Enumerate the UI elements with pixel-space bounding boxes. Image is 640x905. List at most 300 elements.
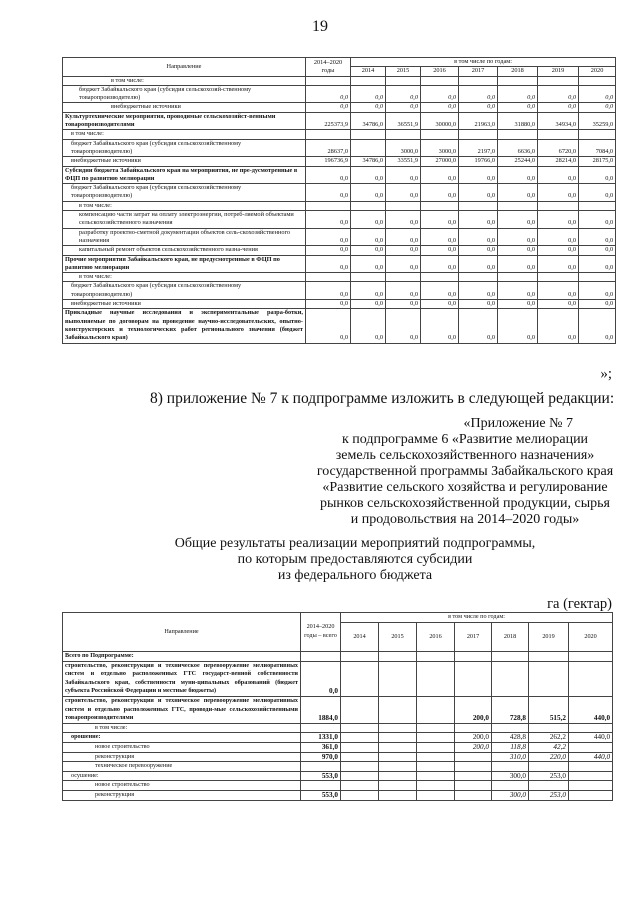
- value-total: 0,0: [306, 282, 351, 300]
- value-year: [341, 771, 379, 781]
- value-year: 0,0: [351, 184, 386, 202]
- value-total: 0,0: [306, 228, 351, 246]
- table-row: [63, 300, 616, 309]
- value-year: [379, 752, 417, 762]
- value-year: 440,0: [569, 696, 613, 723]
- value-year: 0,0: [351, 228, 386, 246]
- header-year: 2015: [386, 67, 421, 76]
- value-year: 0,0: [386, 184, 421, 202]
- value-year: 262,2: [529, 733, 569, 743]
- value-year: 728,8: [492, 696, 529, 723]
- value-year: 0,0: [386, 166, 421, 184]
- value-year: 0,0: [498, 255, 538, 273]
- header-year: 2018: [492, 623, 529, 652]
- header-direction: Направление: [63, 613, 301, 652]
- value-year: [455, 790, 492, 800]
- value-year: [455, 661, 492, 696]
- value-year: 300,0: [492, 790, 529, 800]
- value-year: [498, 130, 538, 139]
- value-year: 0,0: [538, 300, 579, 309]
- value-year: 0,0: [459, 282, 498, 300]
- value-year: 27000,0: [421, 157, 459, 166]
- table-row: [63, 771, 613, 781]
- value-year: [379, 661, 417, 696]
- value-year: [459, 273, 498, 282]
- row-label: внебюджетные источники: [63, 157, 306, 166]
- value-year: [341, 733, 379, 743]
- table-row: [63, 309, 616, 343]
- value-year: 19766,0: [459, 157, 498, 166]
- value-year: [569, 762, 613, 772]
- value-year: [417, 652, 455, 662]
- value-year: 36551,9: [386, 112, 421, 130]
- value-year: 0,0: [421, 184, 459, 202]
- value-year: 0,0: [579, 309, 616, 343]
- value-year: 0,0: [421, 103, 459, 112]
- value-year: 0,0: [579, 184, 616, 202]
- value-year: [529, 661, 569, 696]
- value-year: [417, 762, 455, 772]
- value-year: [455, 723, 492, 733]
- value-year: 0,0: [351, 85, 386, 103]
- table-row: [63, 781, 613, 791]
- value-year: [569, 723, 613, 733]
- value-year: [351, 201, 386, 210]
- value-year: 0,0: [538, 246, 579, 255]
- value-year: 6636,0: [498, 139, 538, 157]
- value-year: 0,0: [579, 300, 616, 309]
- value-year: 0,0: [579, 85, 616, 103]
- value-year: [455, 762, 492, 772]
- value-year: 0,0: [538, 255, 579, 273]
- value-year: 0,0: [459, 184, 498, 202]
- value-total: 28637,0: [306, 139, 351, 157]
- value-year: [379, 790, 417, 800]
- value-year: [529, 762, 569, 772]
- value-year: 0,0: [351, 309, 386, 343]
- appendix-line: государственной программы Забайкальского края: [316, 464, 614, 479]
- value-year: [529, 723, 569, 733]
- row-label: компенсацию части затрат на оплату электроэнергии, потреб-ляемой объектами сельскохозяйственного назначения: [63, 211, 306, 229]
- value-year: [379, 723, 417, 733]
- value-year: [498, 76, 538, 85]
- value-year: [492, 762, 529, 772]
- table-row: [63, 652, 613, 662]
- value-year: 0,0: [386, 300, 421, 309]
- value-year: 35259,0: [579, 112, 616, 130]
- value-year: [421, 201, 459, 210]
- row-label: Культуртехнические мероприятия, проводимые сельскохозяйст-венными товаропроизводителями: [63, 112, 306, 130]
- value-year: 300,0: [492, 771, 529, 781]
- unit-label: га (гектар): [547, 596, 612, 612]
- value-year: 200,0: [455, 742, 492, 752]
- row-label: в том числе:: [63, 76, 306, 85]
- value-year: [459, 201, 498, 210]
- table-row: [63, 211, 616, 229]
- row-label: бюджет Забайкальского края (субсидия сельскохозяйственному товаропроизводителю): [63, 184, 306, 202]
- value-year: 25244,0: [498, 157, 538, 166]
- value-year: 0,0: [459, 246, 498, 255]
- value-year: [529, 781, 569, 791]
- value-year: 0,0: [498, 166, 538, 184]
- header-year: 2017: [459, 67, 498, 76]
- value-total: [301, 723, 341, 733]
- value-total: 225373,9: [306, 112, 351, 130]
- value-year: 30000,0: [421, 112, 459, 130]
- row-label: в том числе:: [63, 130, 306, 139]
- value-year: [498, 273, 538, 282]
- row-label: осушение:: [63, 771, 301, 781]
- value-year: 0,0: [459, 309, 498, 343]
- appendix-line: к подпрограмме 6 «Развитие мелиорации: [341, 432, 589, 447]
- row-label: разработку проектно-сметной документации объектов сель-скохозяйственного назначения: [63, 228, 306, 246]
- header-year: 2016: [421, 67, 459, 76]
- row-label: в том числе:: [63, 201, 306, 210]
- value-year: 42,2: [529, 742, 569, 752]
- value-year: 428,8: [492, 733, 529, 743]
- title-line: по которым предоставляются субсидии: [237, 552, 473, 567]
- value-year: 118,8: [492, 742, 529, 752]
- value-year: 0,0: [386, 255, 421, 273]
- value-total: 553,0: [301, 790, 341, 800]
- value-year: [417, 781, 455, 791]
- value-year: [341, 696, 379, 723]
- value-year: 0,0: [459, 103, 498, 112]
- value-year: [341, 742, 379, 752]
- value-year: 0,0: [459, 85, 498, 103]
- value-year: [569, 652, 613, 662]
- value-year: [492, 652, 529, 662]
- row-label: Субсидии бюджета Забайкальского края на мероприятия, не пре-дусмотренные в ФЦП по развитию мелиорации: [63, 166, 306, 184]
- header-year: 2018: [498, 67, 538, 76]
- header-year: 2014: [341, 623, 379, 652]
- value-year: 440,0: [569, 752, 613, 762]
- table-row: [63, 201, 616, 210]
- header-year: 2015: [379, 623, 417, 652]
- value-year: 0,0: [498, 309, 538, 343]
- value-year: [459, 130, 498, 139]
- value-year: 0,0: [579, 228, 616, 246]
- value-year: [455, 771, 492, 781]
- value-year: [492, 781, 529, 791]
- value-total: 0,0: [306, 166, 351, 184]
- value-year: 0,0: [421, 282, 459, 300]
- value-total: 196736,9: [306, 157, 351, 166]
- value-year: [455, 752, 492, 762]
- table-row: [63, 103, 616, 112]
- value-year: [386, 273, 421, 282]
- table-row: [63, 139, 616, 157]
- table-row: [63, 661, 613, 696]
- value-year: 0,0: [386, 246, 421, 255]
- row-label: бюджет Забайкальского края (субсидия сельскохозяйственному товаропроизводителю): [63, 139, 306, 157]
- header-by-years: в том числе по годам:: [341, 613, 613, 623]
- row-label: капитальный ремонт объектов сельскохозяйственного назна-чения: [63, 246, 306, 255]
- value-year: [492, 723, 529, 733]
- value-year: 253,0: [529, 790, 569, 800]
- value-year: 0,0: [498, 103, 538, 112]
- value-year: [417, 771, 455, 781]
- value-year: 0,0: [459, 228, 498, 246]
- value-total: [301, 762, 341, 772]
- value-total: 0,0: [306, 300, 351, 309]
- funding-table: [62, 57, 616, 344]
- header-direction: Направление: [63, 58, 306, 77]
- value-year: 0,0: [579, 246, 616, 255]
- value-year: 0,0: [459, 211, 498, 229]
- value-total: 1884,0: [301, 696, 341, 723]
- value-year: 0,0: [579, 255, 616, 273]
- value-total: 0,0: [301, 661, 341, 696]
- value-year: 0,0: [498, 246, 538, 255]
- value-year: 0,0: [538, 228, 579, 246]
- value-year: [569, 742, 613, 752]
- value-year: 0,0: [386, 309, 421, 343]
- header-year: 2019: [529, 623, 569, 652]
- table-row: [63, 723, 613, 733]
- row-label: внебюджетные источники: [63, 300, 306, 309]
- row-label: в том числе:: [63, 273, 306, 282]
- value-year: [492, 661, 529, 696]
- value-year: 0,0: [351, 246, 386, 255]
- row-label: строительство, реконструкция и техническое перевооружение мелиоративных систем и отдельно расположенных ГТС, проводи-мые сельскохозяйственными товаропроизводителями: [63, 696, 301, 723]
- value-year: [341, 790, 379, 800]
- value-year: [341, 781, 379, 791]
- value-total: 0,0: [306, 184, 351, 202]
- row-label: бюджет Забайкальского края (субсидия сельскохозяй-ственному товаропроизводителю): [63, 85, 306, 103]
- value-year: 2197,0: [459, 139, 498, 157]
- value-total: 361,0: [301, 742, 341, 752]
- value-year: [417, 696, 455, 723]
- header-year: 2020: [569, 623, 613, 652]
- row-label: орошение:: [63, 733, 301, 743]
- value-total: [306, 76, 351, 85]
- header-year: 2017: [455, 623, 492, 652]
- value-year: [569, 661, 613, 696]
- value-year: 0,0: [579, 211, 616, 229]
- value-year: 0,0: [351, 300, 386, 309]
- row-label: Всего по Подпрограмме:: [63, 652, 301, 662]
- value-year: [579, 76, 616, 85]
- table-row: [63, 696, 613, 723]
- value-year: [379, 771, 417, 781]
- title-line: из федерального бюджета: [277, 568, 433, 583]
- value-year: [421, 273, 459, 282]
- value-year: 0,0: [538, 166, 579, 184]
- value-total: 553,0: [301, 771, 341, 781]
- value-year: 220,0: [529, 752, 569, 762]
- value-year: 3000,0: [386, 139, 421, 157]
- value-year: [417, 752, 455, 762]
- title-line: Общие результаты реализации мероприятий подпрограммы,: [174, 536, 536, 551]
- value-year: 0,0: [538, 85, 579, 103]
- header-year: 2020: [579, 67, 616, 76]
- table-row: [63, 130, 616, 139]
- value-year: [538, 130, 579, 139]
- value-year: 0,0: [386, 103, 421, 112]
- value-total: 0,0: [306, 255, 351, 273]
- value-year: 0,0: [579, 103, 616, 112]
- value-year: 34786,0: [351, 112, 386, 130]
- row-label: реконструкция: [63, 752, 301, 762]
- table-row: [63, 112, 616, 130]
- value-year: 0,0: [386, 282, 421, 300]
- row-label: строительство, реконструкция и техническое перевооружение мелиоративных систем и отдельно расположенных ГТС государст-венной собственности Забайкальского края, собственности муни-ципальных образований (бюджет субъекта Российской Федерации и местные бюджеты): [63, 661, 301, 696]
- value-year: [341, 723, 379, 733]
- appendix-line: «Приложение № 7: [463, 416, 573, 431]
- results-table: [62, 612, 613, 801]
- table-row: [63, 790, 613, 800]
- value-year: 0,0: [498, 228, 538, 246]
- value-total: 0,0: [306, 309, 351, 343]
- value-total: [306, 273, 351, 282]
- table-row: [63, 157, 616, 166]
- value-year: [351, 76, 386, 85]
- table-row: [63, 246, 616, 255]
- value-year: [529, 652, 569, 662]
- value-year: [538, 76, 579, 85]
- value-year: [386, 76, 421, 85]
- value-year: [341, 652, 379, 662]
- value-year: 0,0: [498, 211, 538, 229]
- value-year: [341, 661, 379, 696]
- value-year: 0,0: [351, 211, 386, 229]
- row-label: внебюджетные источники: [63, 103, 306, 112]
- value-year: [379, 762, 417, 772]
- value-year: [379, 696, 417, 723]
- value-year: 0,0: [351, 103, 386, 112]
- value-year: [379, 733, 417, 743]
- value-year: 0,0: [579, 166, 616, 184]
- value-year: [421, 76, 459, 85]
- value-year: 7084,0: [579, 139, 616, 157]
- row-label: новое строительство: [63, 742, 301, 752]
- value-year: 0,0: [421, 228, 459, 246]
- value-total: 0,0: [306, 85, 351, 103]
- value-year: 0,0: [386, 228, 421, 246]
- value-year: 6720,0: [538, 139, 579, 157]
- value-year: 0,0: [421, 246, 459, 255]
- value-year: 0,0: [351, 166, 386, 184]
- value-year: 0,0: [421, 300, 459, 309]
- value-year: 0,0: [421, 211, 459, 229]
- value-year: 0,0: [386, 85, 421, 103]
- value-year: 0,0: [351, 255, 386, 273]
- value-year: [538, 201, 579, 210]
- value-year: 200,0: [455, 733, 492, 743]
- value-year: 0,0: [498, 85, 538, 103]
- value-total: [306, 201, 351, 210]
- value-total: 0,0: [306, 211, 351, 229]
- value-year: [579, 273, 616, 282]
- value-year: 34934,0: [538, 112, 579, 130]
- value-year: 28214,0: [538, 157, 579, 166]
- value-year: [459, 76, 498, 85]
- value-year: 0,0: [459, 166, 498, 184]
- table-row: [63, 742, 613, 752]
- closing-quote: »;: [600, 366, 612, 382]
- table-row: [63, 85, 616, 103]
- value-year: [421, 130, 459, 139]
- value-year: [579, 201, 616, 210]
- value-year: 34786,0: [351, 157, 386, 166]
- appendix-line: «Развитие сельского хозяйства и регулирование: [322, 480, 608, 495]
- table-row: [63, 184, 616, 202]
- appendix-heading: [300, 416, 630, 528]
- value-total: [306, 130, 351, 139]
- value-year: 31880,0: [498, 112, 538, 130]
- table-row: [63, 166, 616, 184]
- value-year: 310,0: [492, 752, 529, 762]
- row-label: бюджет Забайкальского края (субсидия сельскохозяйственному товаропроизводителю): [63, 282, 306, 300]
- value-year: [455, 781, 492, 791]
- value-year: 0,0: [498, 282, 538, 300]
- row-label: Прочие мероприятия Забайкальского края, не предусмотренные в ФЦП по развитию мелиорации: [63, 255, 306, 273]
- value-year: [417, 742, 455, 752]
- value-year: 0,0: [538, 211, 579, 229]
- page-number: 19: [312, 18, 328, 35]
- value-year: 515,2: [529, 696, 569, 723]
- value-year: 0,0: [421, 85, 459, 103]
- value-year: [341, 752, 379, 762]
- value-year: [569, 771, 613, 781]
- appendix-line: земель сельскохозяйственного назначения»: [335, 448, 595, 463]
- value-year: [538, 273, 579, 282]
- value-year: [417, 723, 455, 733]
- section-title: [150, 536, 560, 584]
- table-row: [63, 752, 613, 762]
- value-year: 0,0: [459, 300, 498, 309]
- value-year: [569, 790, 613, 800]
- value-total: [301, 652, 341, 662]
- table-row: [63, 228, 616, 246]
- row-label: в том числе:: [63, 723, 301, 733]
- header-year: 2014: [351, 67, 386, 76]
- value-total: [301, 781, 341, 791]
- value-year: [386, 201, 421, 210]
- value-year: 0,0: [386, 211, 421, 229]
- value-year: 440,0: [569, 733, 613, 743]
- table-row: [63, 733, 613, 743]
- table-row: [63, 762, 613, 772]
- value-year: [379, 781, 417, 791]
- row-label: новое строительство: [63, 781, 301, 791]
- value-year: 0,0: [498, 300, 538, 309]
- value-year: [379, 652, 417, 662]
- value-year: [417, 661, 455, 696]
- value-year: 253,0: [529, 771, 569, 781]
- value-total: 1331,0: [301, 733, 341, 743]
- value-year: 0,0: [579, 282, 616, 300]
- row-label: техническое перевооружение: [63, 762, 301, 772]
- header-total: 2014–2020 годы: [306, 58, 351, 77]
- value-year: 0,0: [538, 282, 579, 300]
- table-row: [63, 273, 616, 282]
- value-year: [579, 130, 616, 139]
- value-year: 21963,0: [459, 112, 498, 130]
- appendix-line: рынков сельскохозяйственной продукции, сырья: [320, 496, 610, 511]
- amendment-text: 8) приложение № 7 к подпрограмме изложить в следующей редакции:: [150, 390, 615, 407]
- header-by-years: в том числе по годам:: [351, 58, 616, 67]
- appendix-line: и продовольствия на 2014–2020 годы»: [350, 512, 580, 527]
- value-year: [351, 130, 386, 139]
- value-year: [386, 130, 421, 139]
- row-label: Прикладные научные исследования и экспериментальные разра-ботки, выполняемые по договорам на проведение научно-исследовательских, опытно-конструкторских и технологических работ регионального значения (бюджет Забайкальского края): [63, 309, 306, 343]
- header-year: 2016: [417, 623, 455, 652]
- value-year: 0,0: [538, 103, 579, 112]
- value-year: 0,0: [538, 309, 579, 343]
- table-row: [63, 76, 616, 85]
